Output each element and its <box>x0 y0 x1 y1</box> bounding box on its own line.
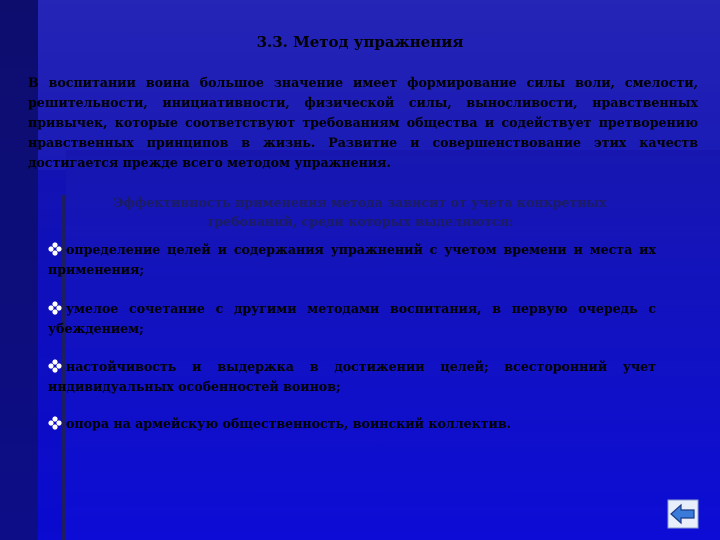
diamond-bullet-icon <box>48 242 62 256</box>
diamond-bullet-icon <box>48 301 62 315</box>
list-item <box>48 357 656 397</box>
back-arrow-icon <box>667 499 699 529</box>
intro-paragraph: В воспитании воина большое значение имеет формирование силы воли, смелости, решительности, инициативности, физической силы, выносливости, нравственных привычек, которые соответствуют требованиям общества и содействует претворению нравственных принципов в жизнь. Развитие и совершенствование этих качеств достигается прежде всего методом упражнения. <box>28 75 698 170</box>
slide-title: 3.3. Метод упражнения <box>256 33 464 51</box>
list-item-text: настойчивость и выдержка в достижении целей; всесторонний учет индивидуальных особенностей воинов; <box>48 359 656 394</box>
list-item <box>48 414 656 434</box>
subheading: Эффективность применения метода зависит от учета конкретных требований, среди которых выделяются: <box>113 195 607 229</box>
diamond-bullet-icon <box>48 359 62 373</box>
list-item-text: опора на армейскую общественность, воинский коллектив. <box>66 416 511 431</box>
list-item-text: определение целей и содержания упражнений с учетом времени и места их применения; <box>48 242 656 277</box>
list-item-text: умелое сочетание с другими методами воспитания, в первую очередь с убеждением; <box>48 301 656 336</box>
list-item <box>48 299 656 339</box>
list-item <box>48 240 656 280</box>
diamond-bullet-icon <box>48 416 62 430</box>
back-button[interactable] <box>667 499 699 529</box>
